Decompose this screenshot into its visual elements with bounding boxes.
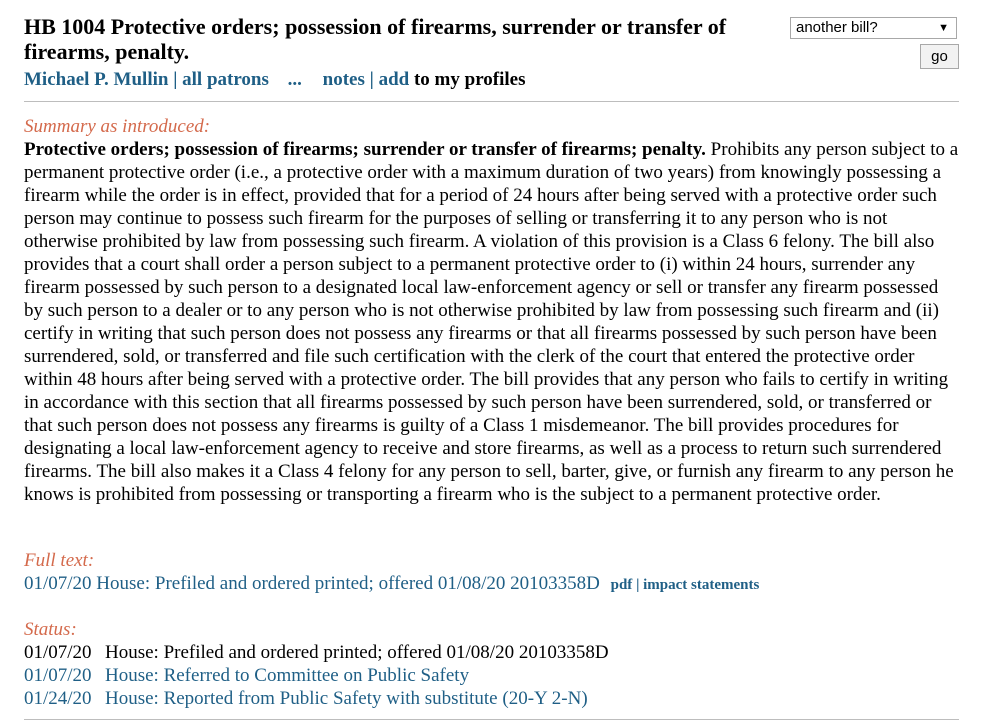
links-separator: | [173, 69, 178, 90]
status-section [24, 619, 609, 710]
bill-title: HB 1004 Protective orders; possession of firearms, surrender or transfer of firearms, penalty. [24, 14, 727, 64]
add-link[interactable]: add [378, 69, 410, 90]
impact-statements-link[interactable]: impact statements [643, 577, 760, 593]
status-text: House: Prefiled and ordered printed; offered 01/08/20 20103358D [105, 642, 609, 663]
bill-links [24, 69, 526, 91]
status-text: House: Reported from Public Safety with substitute (20-Y 2-N) [105, 688, 588, 709]
notes-link[interactable]: notes [322, 69, 365, 90]
full-text-extra-links [611, 577, 760, 593]
status-row-link[interactable] [24, 664, 609, 687]
top-divider [24, 101, 959, 102]
status-date: 01/24/20 [24, 688, 92, 709]
full-text-version-link[interactable]: 01/07/20 House: Prefiled and ordered printed; offered 01/08/20 20103358D [24, 573, 600, 594]
all-patrons-link[interactable]: all patrons [182, 69, 269, 90]
another-bill-select[interactable] [790, 17, 957, 39]
full-text-section [24, 550, 759, 597]
full-text-label: Full text: [24, 550, 95, 571]
status-date: 01/07/20 [24, 665, 92, 686]
pdf-link[interactable]: pdf [610, 577, 633, 593]
summary-section [24, 116, 960, 506]
status-row-link[interactable] [24, 687, 609, 710]
links-separator: | [369, 69, 374, 90]
bill-selector [790, 17, 959, 65]
extra-links-separator: | [636, 577, 640, 593]
summary-body: Prohibits any person subject to a permanent protective order (i.e., a protective order with a maximum duration of two years) from knowingly possessing a firearm while the order is in effect, provided that for a period of 24 hours after being served with a protective order such person may continue to possess such firearm for the purposes of selling or transferring it to any person who is not otherwise prohibited by law from possessing such firearm. A violation of this provision is a Class 6 felony. The bill also provides that a court shall order a person subject to a permanent protective order to (i) within 24 hours, surrender any firearm possessed by such person to a designated local law-enforcement agency or sell or transfer any firearm possessed by such person to a dealer or to any person who is not otherwise prohibited by law from possessing such firearm and (ii) certify in writing that such person does not possess any firearms or that all firearms possessed by such person have been surrendered, sold, or transferred and file such certification with the clerk of the court that entered the protective order within 48 hours after being served with a protective order. The bill provides that any person who fails to certify in writing in accordance with this section that all firearms possessed by such person have been surrendered, sold, or transferred or that such person does not possess any firearms is guilty of a Class 1 misdemeanor. The bill provides procedures for designating a local law-enforcement agency to receive and store firearms, as well as a process to return such surrendered firearms. The bill also makes it a Class 4 felony for any person to sell, barter, give, or furnish any firearm to any person he knows is prohibited from possessing or transporting a firearm who is the subject to a permanent protective order. [24, 139, 959, 505]
summary-label: Summary as introduced: [24, 116, 211, 137]
summary-text [24, 138, 960, 506]
bill-header [24, 14, 960, 96]
bottom-divider [24, 719, 959, 720]
status-row [24, 641, 609, 664]
status-text: House: Referred to Committee on Public Safety [105, 665, 470, 686]
status-label: Status: [24, 619, 77, 640]
go-button[interactable]: go [920, 44, 959, 69]
links-ellipsis: ... [287, 69, 302, 90]
dropdown-arrow-icon: ▼ [938, 22, 949, 34]
summary-lead: Protective orders; possession of firearms; surrender or transfer of firearms; penalty. [24, 139, 706, 160]
to-my-profiles-text: to my profiles [413, 69, 526, 90]
full-text-row [24, 572, 759, 597]
bill-page [24, 14, 960, 709]
status-date: 01/07/20 [24, 642, 92, 663]
patron-link[interactable]: Michael P. Mullin [24, 69, 169, 90]
another-bill-select-value: another bill? [796, 19, 878, 36]
